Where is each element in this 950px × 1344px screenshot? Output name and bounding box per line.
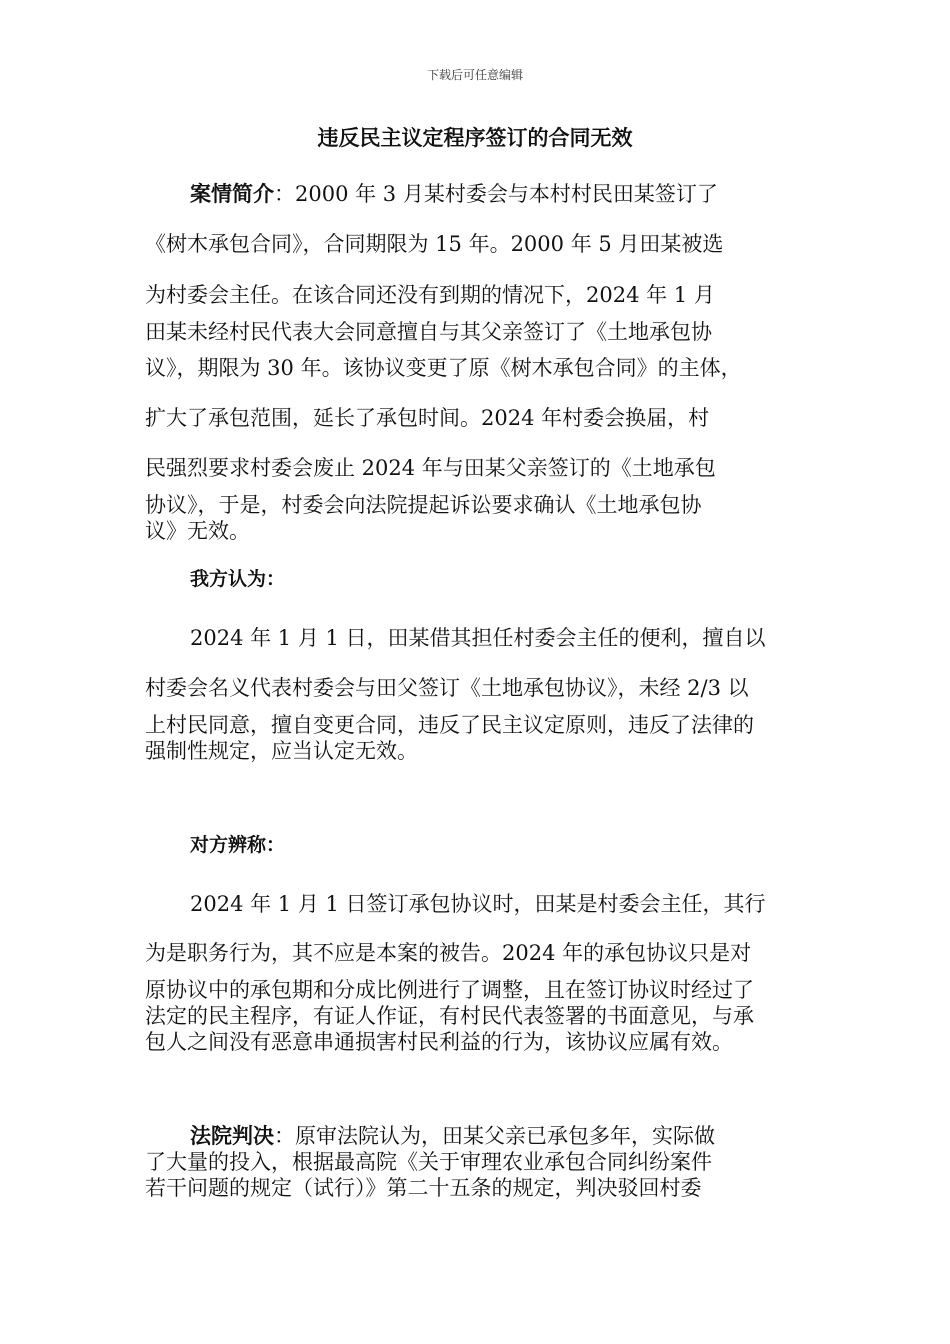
opposing-view-heading: 对方辨称：: [190, 834, 286, 856]
case-summary-line: 扩大了承包范围，延长了承包时间。2024 年村委会换届，村: [145, 406, 710, 430]
case-summary-line: 议》无效。: [145, 519, 250, 543]
header-note: 下载后可任意编辑: [426, 68, 523, 82]
case-summary-line: 为村委会主任。在该合同还没有到期的情况下，2024 年 1 月: [145, 283, 715, 307]
our-view-heading: 我方认为：: [190, 568, 286, 590]
document-title: 违反民主议定程序签订的合同无效: [317, 126, 633, 150]
case-summary-label: 案情简介: [190, 182, 274, 206]
case-summary-line: 《树木承包合同》，合同期限为 15 年。2000 年 5 月田某被选: [145, 232, 724, 256]
opposing-view-line: 包人之间没有恶意串通损害村民利益的行为，该协议应属有效。: [145, 1030, 733, 1054]
our-view-line: 上村民同意，擅自变更合同，违反了民主议定原则，违反了法律的: [145, 713, 754, 737]
court-ruling-label: 法院判决: [190, 1124, 274, 1148]
court-ruling-line: 法院判决：原审法院认为，田某父亲已承包多年，实际做: [190, 1124, 715, 1148]
our-view-line: 强制性规定，应当认定无效。: [145, 739, 418, 763]
opposing-view-line: 2024 年 1 月 1 日签订承包协议时，田某是村委会主任，其行: [190, 892, 766, 916]
case-summary-line: 民强烈要求村委会废止 2024 年与田某父亲签订的《土地承包: [145, 456, 716, 480]
case-summary-line: 议》，期限为 30 年。该协议变更了原《树木承包合同》的主体，: [145, 356, 742, 380]
case-summary-line: 案情简介：2000 年 3 月某村委会与本村村民田某签订了: [190, 182, 718, 206]
case-summary-line: 协议》，于是，村委会向法院提起诉讼要求确认《土地承包协: [145, 493, 702, 517]
court-ruling-line: 了大量的投入，根据最高院《关于审理农业承包合同纠纷案件: [145, 1150, 712, 1174]
opposing-view-line: 为是职务行为，其不应是本案的被告。2024 年的承包协议只是对: [145, 941, 752, 965]
our-view-line: 2024 年 1 月 1 日，田某借其担任村委会主任的便利，擅自以: [190, 626, 766, 650]
opposing-view-line: 法定的民主程序，有证人作证，有村民代表签署的书面意见，与承: [145, 1004, 754, 1028]
court-ruling-line: 若干问题的规定（试行）》第二十五条的规定，判决驳回村委: [145, 1176, 702, 1200]
opposing-view-line: 原协议中的承包期和分成比例进行了调整，且在签订协议时经过了: [145, 978, 754, 1002]
our-view-line: 村委会名义代表村委会与田父签订《土地承包协议》，未经 2/3 以: [145, 676, 749, 700]
case-summary-line: 田某未经村民代表大会同意擅自与其父亲签订了《土地承包协: [145, 320, 712, 344]
